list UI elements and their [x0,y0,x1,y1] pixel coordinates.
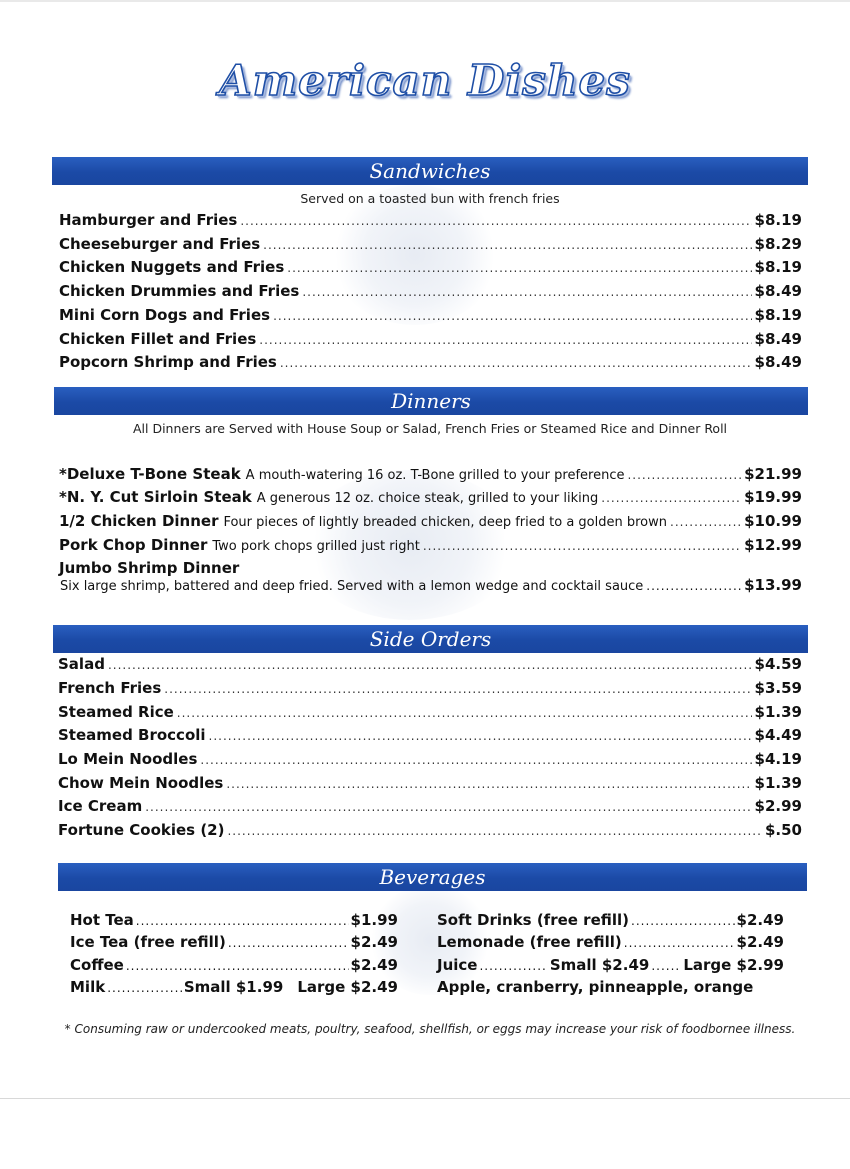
menu-item [58,821,802,843]
dinners-heading: Dinners [54,387,808,415]
item-description: A generous 12 oz. choice steak, grilled to your liking [256,491,599,506]
item-price: $8.19 [754,306,802,324]
item-price: $4.49 [754,726,802,744]
dot-leader [228,936,349,950]
menu-item [58,703,802,725]
dot-leader [646,579,741,593]
menu-item [58,679,802,701]
beverage-item [437,933,784,955]
dot-leader [126,959,349,973]
item-name: Mini Corn Dogs and Fries [59,306,271,324]
beverage-item [70,911,398,933]
dinner-item [59,536,802,558]
dot-leader [627,468,741,482]
dot-leader [108,658,752,672]
item-name: Hamburger and Fries [59,211,238,229]
item-size-large: Large $2.49 [297,978,398,996]
item-size-small: Small $1.99 [183,978,284,996]
item-name: Ice Tea (free refill) [70,933,226,951]
sandwiches-subtitle: Served on a toasted bun with french fries [300,191,560,206]
menu-item [58,655,802,677]
item-price: $21.99 [744,465,802,483]
beverage-item [70,978,398,1000]
dot-leader [287,261,751,275]
item-name: Soft Drinks (free refill) [437,911,629,929]
item-size-small: Small $2.49 [549,956,650,974]
dot-leader [107,981,182,995]
dot-leader [651,959,681,973]
item-price: $12.99 [744,536,802,554]
item-name: Coffee [70,956,124,974]
item-price: $4.19 [754,750,802,768]
item-price: $3.59 [754,679,802,697]
beverage-item [437,978,784,1000]
item-name: Chow Mein Noodles [58,774,224,792]
item-price: $10.99 [744,512,802,530]
menu-item [58,797,802,819]
dot-leader [624,936,735,950]
beverage-item [437,956,784,978]
item-price: $1.99 [350,911,398,929]
item-description: A mouth-watering 16 oz. T-Bone grilled to your preference [245,468,625,483]
item-description: Two pork chops grilled just right [212,539,420,554]
beverages-heading: Beverages [58,863,807,891]
item-name: 1/2 Chicken Dinner [59,512,219,530]
dot-leader [226,777,751,791]
juice-flavors: Apple, cranberry, pinneapple, orange [437,978,754,996]
menu-item [58,774,802,796]
item-description: Six large shrimp, battered and deep fried. Served with a lemon wedge and cocktail sauce [60,579,644,594]
page-title: American Dishes [219,56,631,105]
dot-leader [259,333,751,347]
dot-leader [227,824,762,838]
item-price: $2.49 [350,933,398,951]
dot-leader [601,491,741,505]
item-name: Chicken Fillet and Fries [59,330,257,348]
dot-leader [209,729,752,743]
page-bottom-edge [0,1098,850,1099]
menu-item [59,330,802,352]
menu-item [59,282,802,304]
item-price: $1.39 [754,774,802,792]
item-price: $2.49 [736,911,784,929]
dot-leader [423,539,741,553]
item-name: Hot Tea [70,911,134,929]
item-name: Popcorn Shrimp and Fries [59,353,277,371]
item-price: $8.49 [754,353,802,371]
dot-leader [273,309,751,323]
item-name: French Fries [58,679,162,697]
item-price: $2.99 [754,797,802,815]
item-price: $.50 [764,821,802,839]
dot-leader [479,959,547,973]
item-name: Chicken Nuggets and Fries [59,258,285,276]
dot-leader [164,682,751,696]
item-name: Juice [437,956,478,974]
item-description: Four pieces of lightly breaded chicken, deep fried to a golden brown [223,515,668,530]
item-name: Salad [58,655,105,673]
item-name: Cheeseburger and Fries [59,235,261,253]
item-price: $2.49 [736,933,784,951]
menu-item [59,258,802,280]
item-name: Chicken Drummies and Fries [59,282,300,300]
item-name: *N. Y. Cut Sirloin Steak [59,488,252,506]
beverage-item [437,911,784,933]
dot-leader [145,800,751,814]
item-size-large: Large $2.99 [683,956,784,974]
dot-leader [631,914,735,928]
item-price: $8.49 [754,330,802,348]
beverage-item [70,956,398,978]
dinner-item [59,465,802,487]
sandwiches-heading: Sandwiches [52,157,808,185]
dot-leader [670,515,741,529]
item-name: Steamed Broccoli [58,726,206,744]
item-name: Ice Cream [58,797,143,815]
menu-item [58,750,802,772]
item-name: Milk [70,978,106,996]
page-top-edge [0,0,850,2]
item-name: Jumbo Shrimp Dinner [59,559,240,577]
dot-leader [263,238,751,252]
dot-leader [280,356,752,370]
item-name: Pork Chop Dinner [59,536,208,554]
item-price: $8.29 [754,235,802,253]
item-name: *Deluxe T-Bone Steak [59,465,241,483]
food-safety-footnote: * Consuming raw or undercooked meats, poultry, seafood, shellfish, or eggs may increase your risk of foodbornee illness. [64,1022,796,1036]
menu-item [59,211,802,233]
item-price: $8.19 [754,211,802,229]
dot-leader [240,214,751,228]
dot-leader [200,753,751,767]
item-name: Steamed Rice [58,703,174,721]
dot-leader [302,285,751,299]
item-price: $8.19 [754,258,802,276]
item-price: $8.49 [754,282,802,300]
item-price: $13.99 [744,576,802,594]
dinner-item [59,488,802,510]
dinner-item [59,512,802,534]
menu-item [59,306,802,328]
side-orders-heading: Side Orders [53,625,808,653]
beverage-item [70,933,398,955]
item-price: $4.59 [754,655,802,673]
menu-item [58,726,802,748]
dot-leader [177,706,752,720]
item-price: $19.99 [744,488,802,506]
dinners-subtitle: All Dinners are Served with House Soup or Salad, French Fries or Steamed Rice and Dinner Roll [132,421,728,436]
menu-item [59,353,802,375]
item-name: Lemonade (free refill) [437,933,622,951]
dinner-item-detail [60,576,802,594]
item-name: Fortune Cookies (2) [58,821,225,839]
item-price: $2.49 [350,956,398,974]
dot-leader [136,914,349,928]
item-price: $1.39 [754,703,802,721]
item-name: Lo Mein Noodles [58,750,198,768]
menu-item [59,235,802,257]
